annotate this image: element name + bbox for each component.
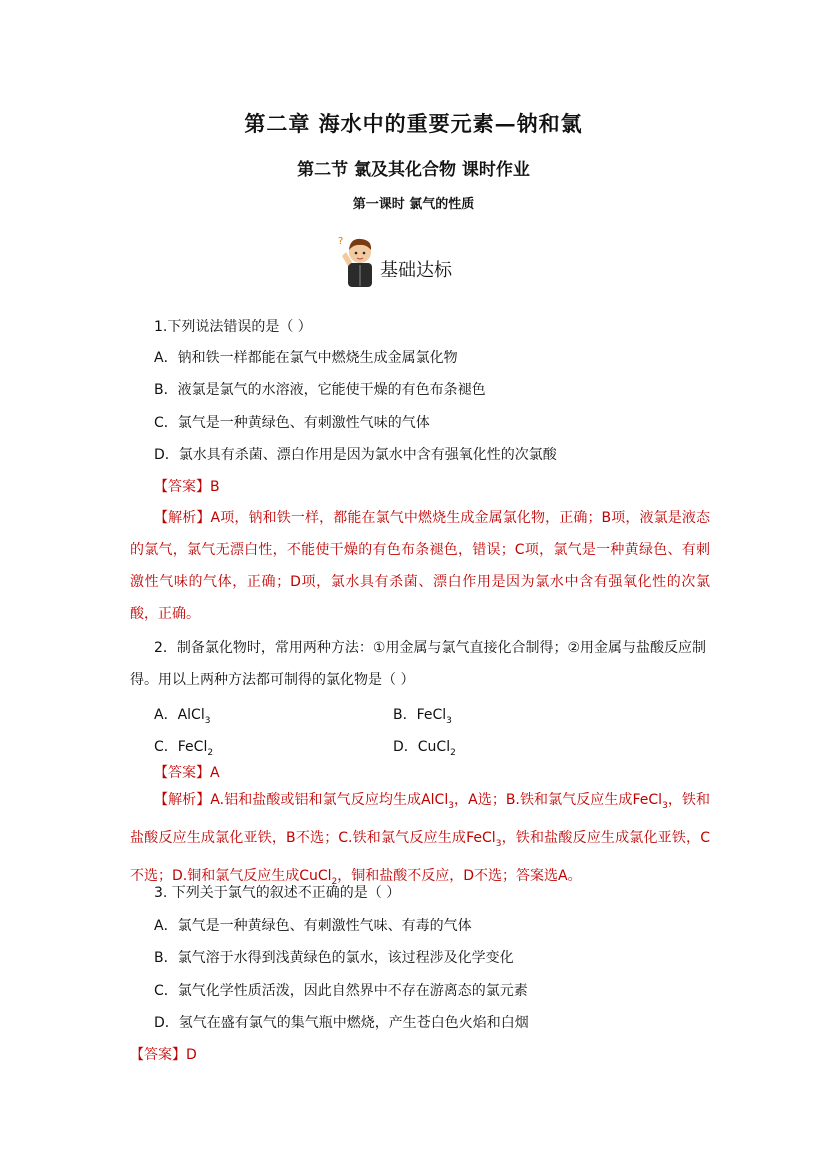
analysis-text: A.铝和盐酸或铝和氯气反应均生成AlCl <box>210 792 449 808</box>
option-text: D．CuCl <box>393 739 451 755</box>
option-text: C．FeCl <box>154 739 208 755</box>
analysis-tag: 【解析】 <box>154 510 211 526</box>
q3-stem: 3. 下列关于氯气的叙述不正确的是（ ） <box>154 885 401 901</box>
answer-value: D <box>186 1047 197 1063</box>
q1-option-a: A．钠和铁一样都能在氯气中燃烧生成金属氯化物 <box>154 350 458 366</box>
section-title: 第二节 氯及其化合物 课时作业 <box>297 160 530 180</box>
subscript: 2 <box>207 747 214 758</box>
q2-option-a <box>154 704 210 726</box>
subscript: 3 <box>495 838 502 849</box>
subscript: 2 <box>331 876 338 887</box>
answer-tag: 【答案】 <box>130 1047 186 1063</box>
q2-answer <box>154 762 714 782</box>
answer-tag: 【答案】 <box>154 479 210 495</box>
q3-option-c: C．氯气化学性质活泼，因此自然界中不存在游离态的氯元素 <box>154 983 528 999</box>
subscript: 3 <box>204 715 211 726</box>
answer-value: B <box>210 479 220 495</box>
thinking-student-icon <box>336 232 380 288</box>
q2-option-d <box>393 736 456 758</box>
q1-analysis <box>130 502 710 630</box>
analysis-text: ，A选；B.铁和氯气反应生成FeCl <box>453 792 663 808</box>
option-text: A．AlCl <box>154 707 205 723</box>
analysis-text: ，铁和盐酸反应生成氯化亚铁，C不选；D.铜和氯气反应生成CuCl <box>130 829 710 884</box>
q1-answer <box>154 476 714 496</box>
section-banner <box>336 232 476 288</box>
svg-text:?: ? <box>338 236 344 247</box>
q3-option-d: D．氢气在盛有氯气的集气瓶中燃烧，产生苍白色火焰和白烟 <box>154 1015 529 1031</box>
q1-stem: 1.下列说法错误的是（ ） <box>154 319 312 335</box>
lesson-title: 第一课时 氯气的性质 <box>352 197 475 212</box>
q2-analysis <box>130 784 710 897</box>
banner-label: 基础达标 <box>380 260 452 281</box>
q3-option-a: A．氯气是一种黄绿色、有刺激性气味、有毒的气体 <box>154 918 472 934</box>
analysis-tag: 【解析】 <box>154 792 211 808</box>
q2-stem: 2．制备氯化物时，常用两种方法：①用金属与氯气直接化合制得；②用金属与盐酸反应制得。用以上两种方法都可制得的氯化物是（ ） <box>130 640 707 688</box>
analysis-text: ，铁和盐酸反应生成氯化亚铁，B不选；C.铁和氯气反应生成FeCl <box>130 792 711 846</box>
q3-answer <box>130 1044 690 1064</box>
subscript: 3 <box>448 800 454 811</box>
chapter-title: 第二章 海水中的重要元素—钠和氯 <box>244 111 583 136</box>
answer-tag: 【答案】 <box>154 765 210 781</box>
subscript: 2 <box>450 747 456 758</box>
q2-option-c <box>154 736 213 758</box>
q1-option-b: B．液氯是氯气的水溶液，它能使干燥的有色布条褪色 <box>154 382 486 398</box>
subscript: 3 <box>662 800 668 811</box>
answer-value: A <box>210 765 220 781</box>
q3-option-b: B．氯气溶于水得到浅黄绿色的氯水，该过程涉及化学变化 <box>154 950 514 966</box>
analysis-text: ，铜和盐酸不反应，D不选；答案选A。 <box>337 867 582 884</box>
q1-option-c: C．氯气是一种黄绿色、有刺激性气味的气体 <box>154 415 430 431</box>
subscript: 3 <box>446 715 452 726</box>
q1-option-d: D．氯水具有杀菌、漂白作用是因为氯水中含有强氧化性的次氯酸 <box>154 447 557 463</box>
analysis-text: A项，钠和铁一样，都能在氯气中燃烧生成金属氯化物，正确；B项，液氯是液态的氯气，氯气无漂白性，不能使干燥的有色布条褪色，错误；C项，氯气是一种黄绿色、有刺激性气味的气体，正确；D项，氯水具有杀菌、漂白作用是因为氯水中含有强氧化性的次氯酸，正确。 <box>130 510 711 622</box>
option-text: B．FeCl <box>393 707 447 723</box>
q2-option-b <box>393 704 452 726</box>
